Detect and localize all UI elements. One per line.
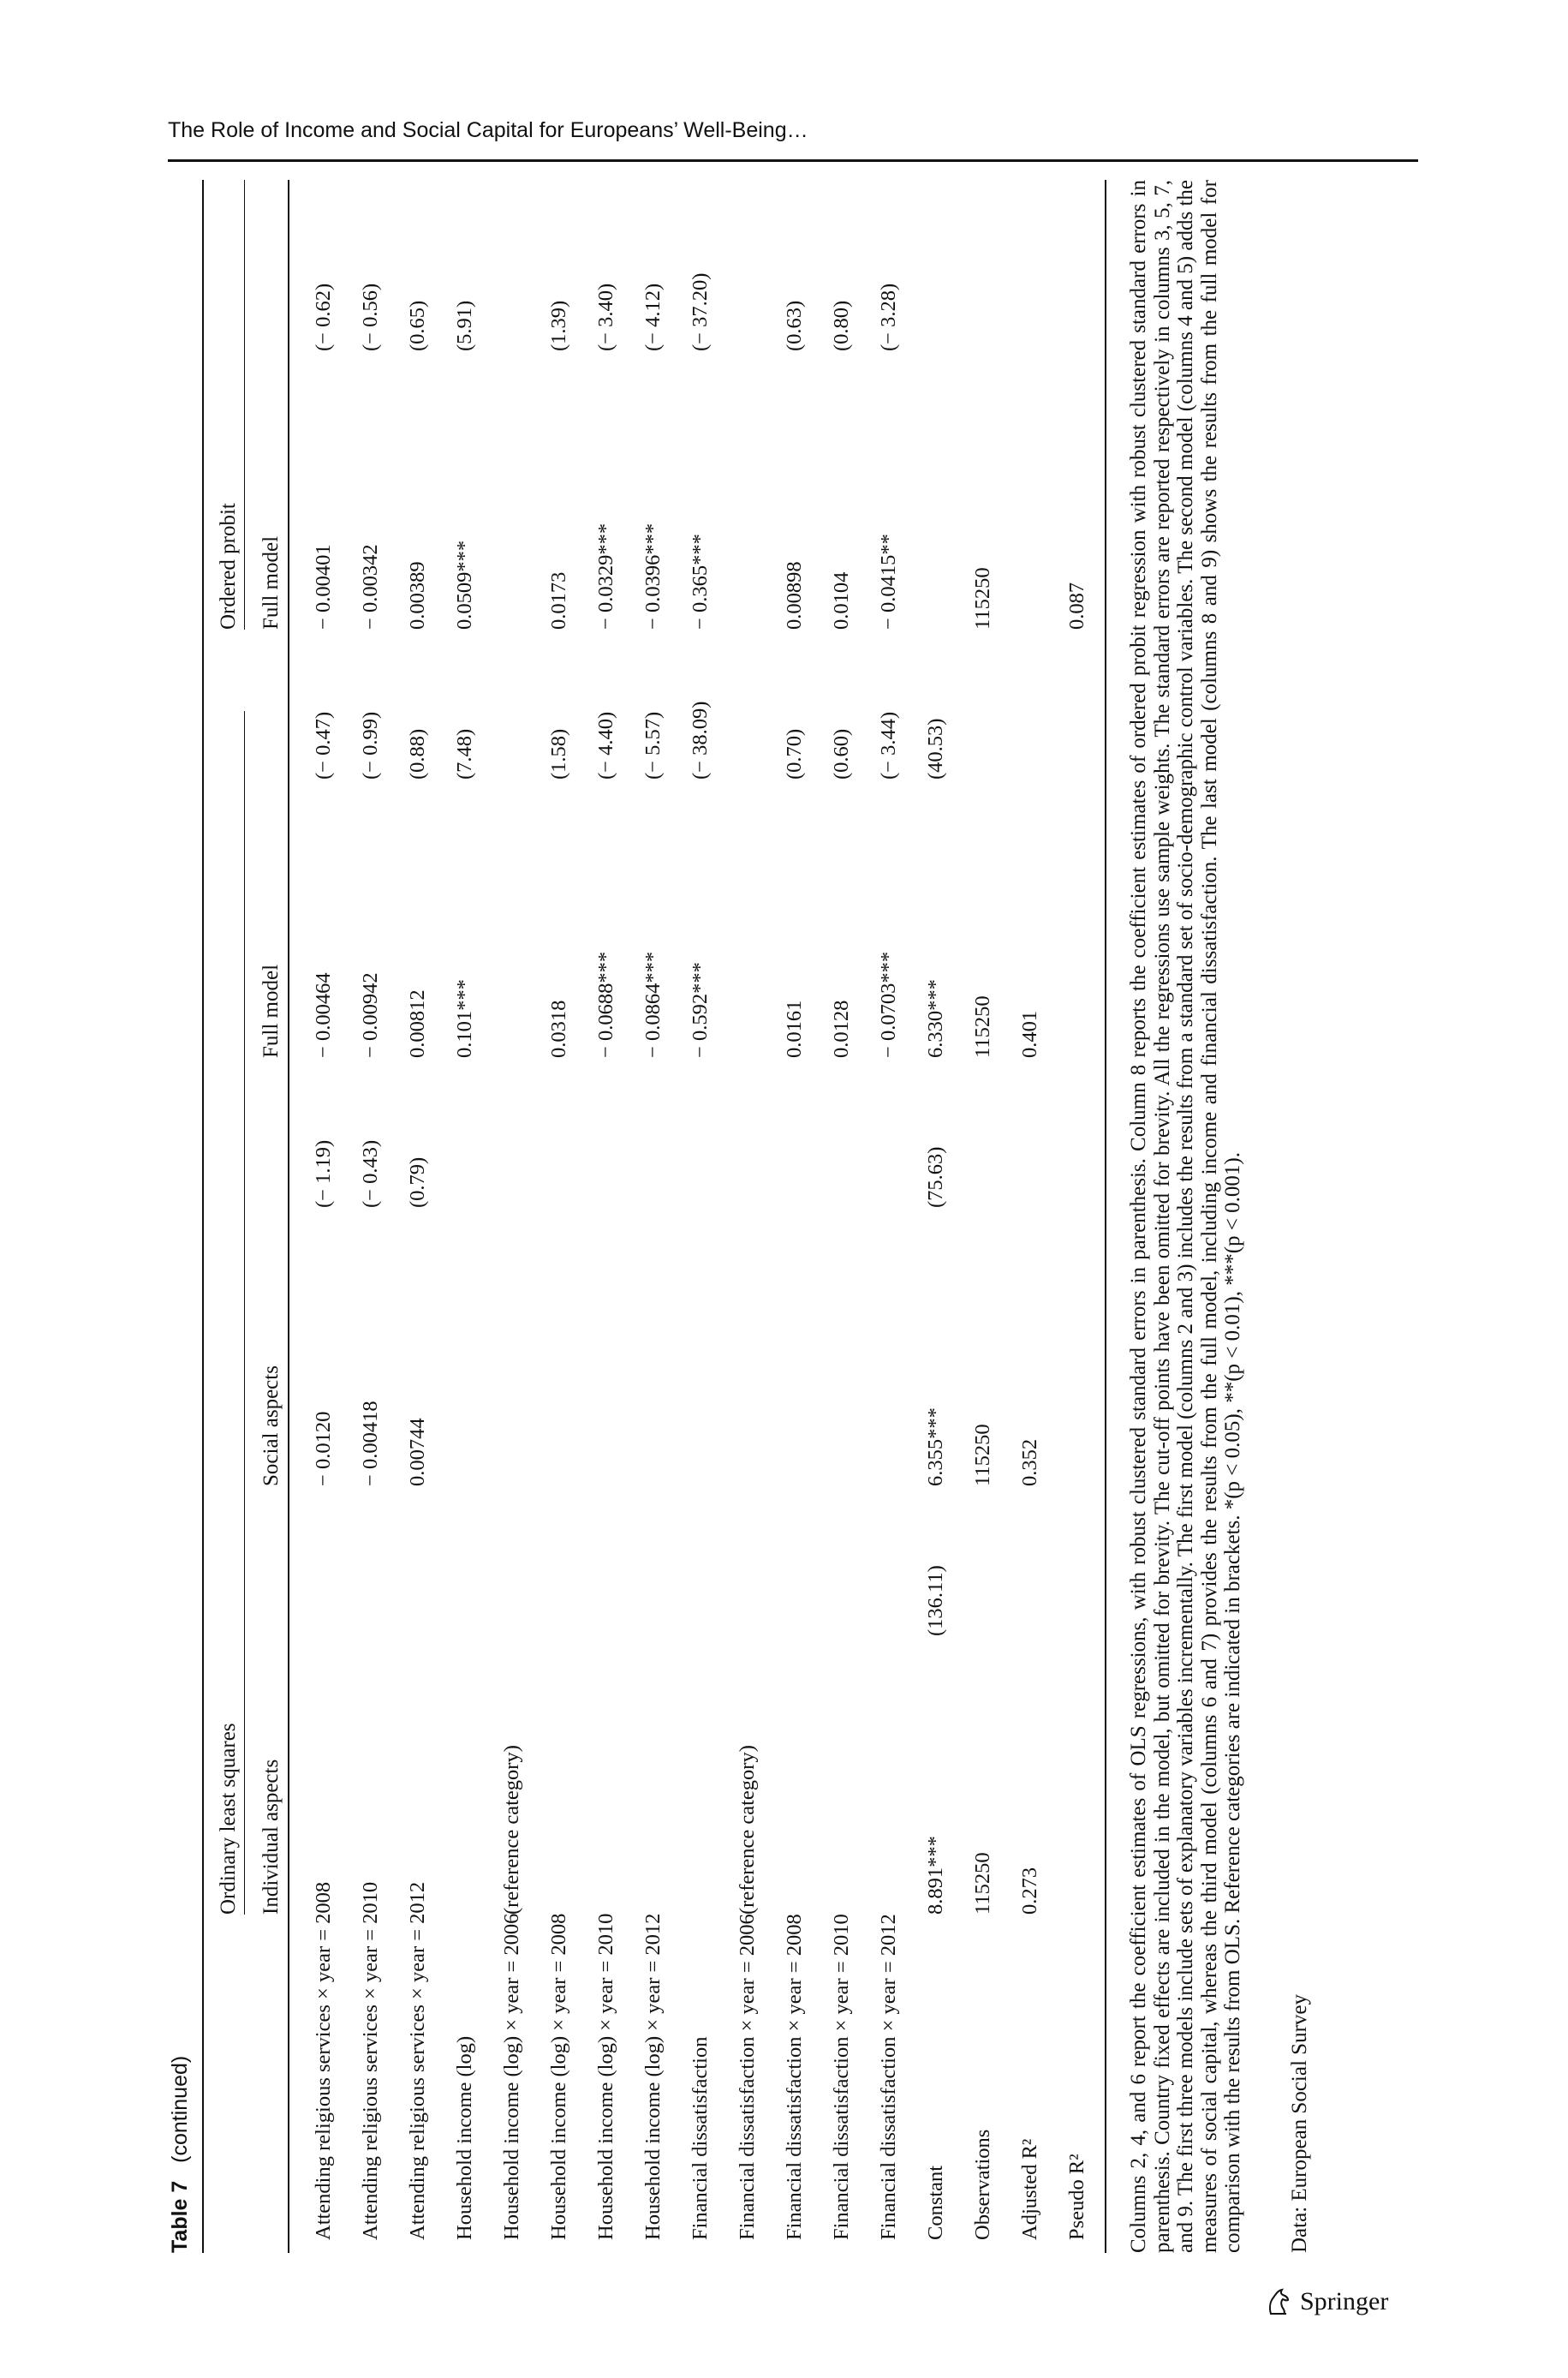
row-label: Attending religious services × year = 2010 [359,1881,382,2240]
standard-error-cell: (− 0.43) [359,1139,382,1208]
coefficient-cell: − 0.0415** [877,534,900,630]
group-header-ols: Ordinary least squares [217,1723,240,1915]
row-label: Financial dissatisfaction × year = 2012 [877,1914,900,2240]
table-caption-suffix: (continued) [168,2055,192,2163]
row-label: Household income (log) × year = 2010 [594,1913,617,2240]
standard-error-cell: (− 38.09) [689,701,712,780]
header-bottom-rule [288,180,289,2253]
table-top-rule [202,180,204,2253]
coefficient-cell: 0.00898 [783,561,806,630]
row-label: Household income (log) [453,2035,476,2240]
row-label: Financial dissatisfaction × year = 2008 [783,1914,806,2240]
table-notes-text: Columns 2, 4, and 6 report the coefficient estimates of OLS regressions, with robust clustered standard errors in parenthesis. Column 8 reports the coefficient estimates of ordered probit regression with robust clustered standard errors in parenthesis. Country fixed effects are included in the model, but omitted for brevity. The cut-off points have been omitted for brevity. All the regressions use sample weights. The standard errors are reported respectively in columns 3, 5, 7, and 9. The first three models include sets of explanatory variables incrementally. The first model (columns 2 and 3) includes the results from a standard set of socio-demographic control variables. The second model (columns 4 and 5) adds the measures of social capital, whereas the third model (columns 6 and 7) provides the results from the full model, including income and financial dissatisfaction. The last model (columns 8 and 9) shows the results from the full model for comparison with the results from OLS. Reference categories are indicated in brackets. *(p < 0.05), **(p < 0.01), ***(p < 0.001). [1127,180,1244,2253]
row-label: Pseudo R² [1065,2154,1088,2240]
column-header-individual-aspects: Individual aspects [259,1759,283,1915]
coefficient-cell: − 0.00942 [359,972,382,1058]
table-bottom-rule [1105,180,1106,2253]
standard-error-cell: (0.65) [406,300,429,351]
standard-error-cell: (75.63) [924,1146,947,1208]
row-label: Household income (log) × year = 2012 [641,1913,665,2240]
row-label: Attending religious services × year = 2012 [406,1881,429,2240]
row-label: Financial dissatisfaction × year = 2010 [830,1914,853,2240]
coefficient-cell: 115250 [971,1852,994,1915]
table-caption [168,2056,193,2253]
coefficient-cell: − 0.592*** [689,962,712,1058]
standard-error-cell: (0.88) [406,728,429,780]
coefficient-cell: − 0.365*** [689,534,712,630]
standard-error-cell: (40.53) [924,718,947,780]
standard-error-cell: (− 3.44) [877,711,900,780]
coefficient-cell: 0.00389 [406,561,429,630]
standard-error-cell: (1.58) [547,728,570,780]
row-label: Constant [924,2165,947,2240]
group-rule-ordered-probit [244,180,245,630]
coefficient-cell: 0.087 [1065,582,1088,630]
row-label: Adjusted R² [1018,2138,1041,2240]
coefficient-cell: 0.0509*** [453,540,476,630]
coefficient-cell: 0.0128 [830,1000,853,1058]
standard-error-cell: (0.70) [783,728,806,780]
running-head: The Role of Income and Social Capital for Europeans’ Well-Being… [168,118,808,142]
rotated-table-block [161,180,1343,2253]
coefficient-cell: 0.0173 [547,571,570,630]
standard-error-cell: (− 1.19) [312,1139,335,1208]
coefficient-cell: − 0.0329*** [594,523,617,630]
coefficient-cell: − 0.00464 [312,972,335,1058]
row-label: Financial dissatisfaction × year = 2006 [736,1914,759,2240]
standard-error-cell: (− 3.28) [877,283,900,351]
row-label: Household income (log) × year = 2008 [547,1913,570,2240]
coefficient-cell: − 0.0120 [312,1411,335,1486]
coefficient-cell: (reference category) [500,1745,523,1915]
coefficient-cell: 115250 [971,995,994,1058]
data-source: Data: European Social Survey [1288,1994,1311,2253]
standard-error-cell: (− 0.47) [312,711,335,780]
row-label: Household income (log) × year = 2006 [500,1913,523,2240]
coefficient-cell: − 0.00418 [359,1401,382,1486]
coefficient-cell: − 0.0688*** [594,951,617,1058]
coefficient-cell: − 0.0864*** [641,951,665,1058]
column-header-full-model-probit: Full model [259,535,283,630]
header-rule [168,159,1418,162]
coefficient-cell: 115250 [971,1424,994,1486]
coefficient-cell: 0.352 [1018,1438,1041,1486]
standard-error-cell: (0.63) [783,300,806,351]
coefficient-cell: 0.401 [1018,1010,1041,1058]
coefficient-cell: 6.355*** [924,1407,947,1486]
coefficient-cell: 0.101*** [453,979,476,1058]
publisher-name: Springer [1300,2287,1389,2315]
standard-error-cell: (− 0.62) [312,283,335,351]
coefficient-cell: − 0.0703*** [877,951,900,1058]
coefficient-cell: 115250 [971,567,994,630]
coefficient-cell: (reference category) [736,1745,759,1915]
springer-horse-icon [1266,2287,1291,2316]
row-label: Attending religious services × year = 2008 [312,1881,335,2240]
coefficient-cell: 8.891*** [924,1836,947,1915]
coefficient-cell: 6.330*** [924,979,947,1058]
table-caption-label: Table 7 [168,2180,192,2253]
standard-error-cell: (− 0.56) [359,283,382,351]
standard-error-cell: (0.79) [406,1156,429,1208]
standard-error-cell: (0.80) [830,300,853,351]
table-notes [1127,180,1245,2253]
standard-error-cell: (− 4.40) [594,711,617,780]
coefficient-cell: − 0.00401 [312,544,335,630]
coefficient-cell: 0.00744 [406,1418,429,1486]
coefficient-cell: − 0.0396*** [641,523,665,630]
standard-error-cell: (− 5.57) [641,711,665,780]
standard-error-cell: (7.48) [453,728,476,780]
standard-error-cell: (− 4.12) [641,283,665,351]
group-header-ordered-probit: Ordered probit [217,503,240,630]
row-label: Financial dissatisfaction [689,2036,712,2240]
group-rule-ols [244,711,245,1915]
coefficient-cell: 0.0318 [547,1000,570,1058]
coefficient-cell: 0.273 [1018,1867,1041,1915]
coefficient-cell: 0.0161 [783,1000,806,1058]
coefficient-cell: 0.00812 [406,989,429,1058]
column-header-full-model-ols: Full model [259,964,283,1058]
standard-error-cell: (− 0.99) [359,711,382,780]
coefficient-cell: − 0.00342 [359,544,382,630]
column-header-social-aspects: Social aspects [259,1365,283,1486]
standard-error-cell: (− 3.40) [594,283,617,351]
standard-error-cell: (136.11) [924,1565,947,1636]
standard-error-cell: (− 37.20) [689,272,712,351]
standard-error-cell: (0.60) [830,728,853,780]
coefficient-cell: 0.0104 [830,571,853,630]
standard-error-cell: (5.91) [453,300,476,351]
standard-error-cell: (1.39) [547,300,570,351]
row-label: Observations [971,2129,994,2240]
publisher-logo [1266,2287,1388,2316]
